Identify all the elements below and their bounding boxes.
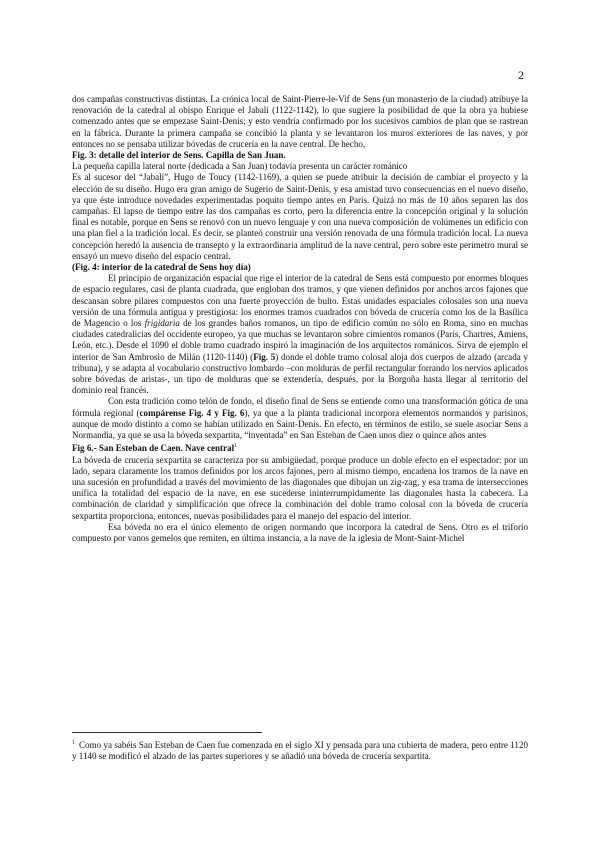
page-number: 2	[518, 68, 524, 82]
figure-6-caption-text: Fig 6.- San Esteban de Caen. Nave central	[72, 443, 235, 454]
p4-part-b: de los grandes baños romanos, un tipo de edificio común no sólo en Roma, sino en muchas ciudades catedralicias del occidente europeo, ya que muchas se levantaron sobre cimientos romanos (París, Chartres, Amiens, León, etc.). Desde el 1090 el doble tramo cuadrado inspiró la imaginación de los arquitectos románicos. Sirva de ejemplo el interior de San Ambrosio de Milán (1120-1140) (	[72, 318, 528, 362]
p5-part-b: ), ya que a la planta tradicional incorpora elementos normandos y parisinos, aunque de modo distinto a como se habían utilizado en Saint-Denis. En efecto, en términos de estilo, se suele asociar Sens a Normandía, ya que se usa la bóveda sexpartita, “inventada” en San Esteban de Caen unos diez o quince años antes	[72, 407, 528, 441]
footnote-divider	[72, 732, 262, 733]
footnote-mark: 1	[72, 740, 75, 746]
body-text	[72, 94, 528, 544]
figure-4-caption-text: (Fig. 4: interior de la catedral de Sens hoy día)	[72, 262, 251, 273]
fig5-reference: Fig. 5	[253, 351, 276, 362]
figure-4-caption	[72, 262, 528, 273]
p5-part-a: Con esta tradición como telón de fondo, el diseño final de Sens se entiende como una transformación gótica de una fórmula regional (	[72, 396, 528, 418]
frigidaria-term: frigidaria	[144, 318, 180, 329]
footnote-text: Como ya sabéis San Esteban de Caen fue comenzada en el siglo XI y pensada para una cubierta de madera, pero entre 1120 y 1140 se modificó el alzado de las partes superiores y se añadió una bóveda de crucería sexpartita.	[72, 740, 528, 762]
paragraph-chapel: La pequeña capilla lateral norte (dedicada a San Juan) todavía presenta un carácter románico	[72, 161, 408, 172]
paragraph-sexpartite-vault: La bóveda de crucería sexpartita se caracteriza por su ambigüedad, porque produce un doble efecto en el espectador: por un lado, separa claramente los tramos definidos por los arcos fajones, pero al mismo tiempo, encadena los tramos de la nave en una sucesión en profundidad a través del movimiento de las diagonales que dibujan un zig-zag, y esa trama de intersecciones unifica la totalidad del espacio de la nave, en ese sucederse ininterrumpidamente las diagonales hasta la cabecera. La combinación de claridad y simplificación que ofrece la combinación del doble tramo colosal con la bóveda de crucería sexpartita proporciona, entonces, nuevas posibilidades para el manejo del espacio del interior.	[72, 454, 528, 521]
p4-part-a: El principio de organización espacial que rige el interior de la catedral de Sens está compuesto por enormes bloques de espacio regulares, casi de planta cuadrada, que engloban dos tramos, y que vienen definidos por anchos arcos fajones que descansan sobre pilares compuestos con una fuerte proyección de bulto. Estas unidades espaciales colosales son una nueva versión de una fórmula antigua y prestigiosa: los enormes tramos cuadrados con bóveda de crucería como los de la Basílica de Magencio o los	[72, 273, 528, 329]
footnote	[72, 738, 528, 762]
p4-part-c: ) donde el doble tramo colosal aloja dos cuerpos de alzado (arcada y tribuna), y se adapta al vocabulario constructivo lombardo –con molduras de perfil rectangular forrando los nervios aplicados sobre bóvedas de aristas-, un tipo de molduras que se extendería, después, por la Borgoña hasta llegar al territorio del dominio real francés.	[72, 351, 528, 396]
footnote-reference: 1	[234, 443, 238, 450]
paragraph-spatial-organization	[72, 273, 528, 396]
figure-3-caption	[72, 150, 528, 161]
paragraph-hugo-de-toucy: Es al sucesor del “Jabalí”, Hugo de Toucy (1142-1169), a quien se puede atribuir la decisión de cambiar el proyecto y la elección de su diseño. Hugo era gran amigo de Sugerio de Saint-Denis, y esa amistad tuvo consecuencias en el nuevo diseño, ya que éste introduce novedades experimentadas poquito tiempo antes en París. Quizá no más de 10 años separen las dos campañas. El lapso de tiempo entre las dos campañas es corto, pero la diferencia entre la concepción original y la solución final es notable, porque en Sens se renovó con un nuevo lenguaje y con una nueva composición de volúmenes un edificio con una plan fiel a la tradición local. Es decir, se planteó construir una versión renovada de una fórmula tradición local. La nueva concepción heredó la ausencia de transepto y la extraordinaria amplitud de la nave central, pero sobre este perímetro mural se ensayó un nuevo diseño del espacio central.	[72, 172, 528, 261]
paragraph-triforium: Esa bóveda no era el único elemento de origen normando que incorpora la catedral de Sens. Otro es el triforio compuesto por vanos gemelos que remiten, en última instancia, a la nave de la iglesia de Mont-Saint-Michel	[72, 521, 528, 543]
compare-figures-reference: compárense Fig. 4 y Fig. 6	[139, 407, 245, 418]
paragraph-intro: dos campañas constructivas distintas. La crónica local de Saint-Pierre-le-Vif de Sens (un monasterio de la ciudad) atribuye la renovación de la catedral al obispo Enrique el Jabalí (1122-1142), lo que sugiere la posibilidad de que la obra ya hubiese comenzado antes que se empezase Saint-Denis; y esto vendría confirmado por los sucesivos cambios de plan que se rastrean en la fábrica. Durante la primera campaña se concibió la planta y se levantaron los muros exteriores de las naves, y por entonces no se pensaba utilizar bóvedas de crucería en la nave central. De hecho,	[72, 94, 528, 149]
paragraph-final-design	[72, 396, 528, 441]
figure-3-caption-text: Fig. 3: detalle del interior de Sens. Capilla de San Juan.	[72, 150, 286, 161]
figure-6-caption	[72, 441, 528, 454]
